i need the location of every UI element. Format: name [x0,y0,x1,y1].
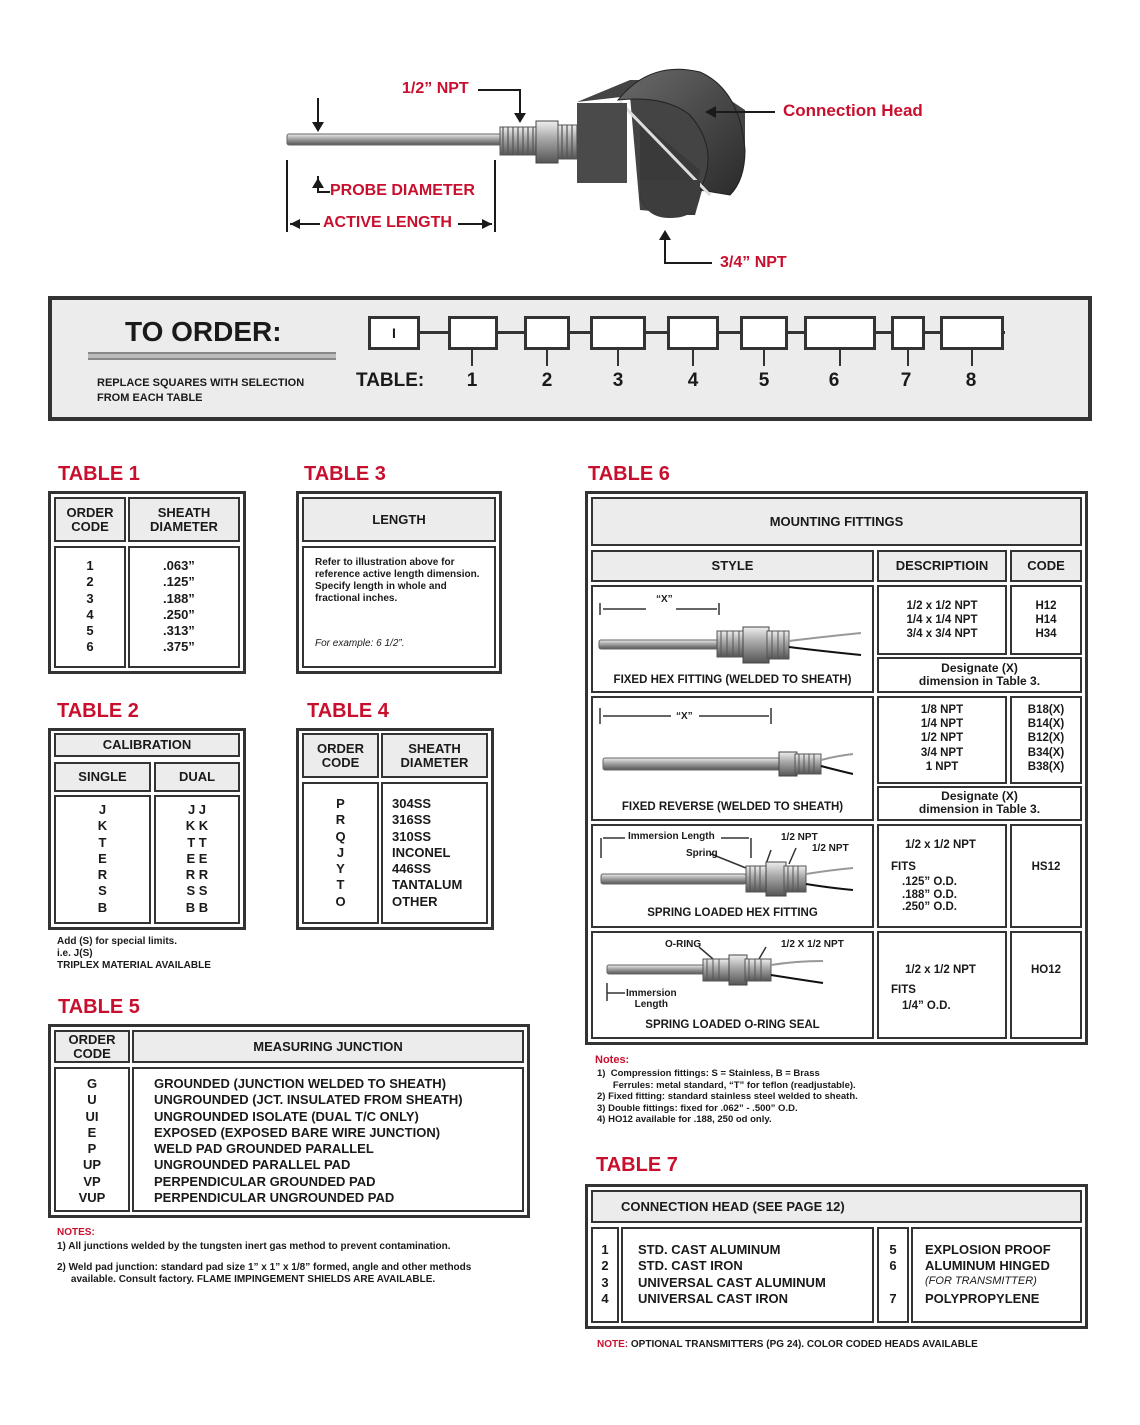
order-box-1[interactable] [448,316,498,350]
table5-note2: 2) Weld pad junction: standard pad size 1” x 1” x 1/8” formed, angle and other methods available. Consult factory. FLAME IMPINGEMENT SHIELDS ARE AVAILABLE. [57,1262,472,1285]
table7-header: CONNECTION HEAD (SEE PAGE 12) [591,1190,1082,1223]
table-num-5: 5 [758,370,770,391]
connection-head-label: Connection Head [783,101,923,120]
probe-diameter-label: PROBE DIAMETER [330,182,475,199]
table7-title: TABLE 7 [596,1154,678,1176]
npt-three-quarter-label: 3/4” NPT [720,254,787,271]
table1-header-diameter: SHEATH DIAMETER [128,497,240,542]
order-box-6[interactable] [804,316,876,350]
table-num-7: 7 [900,370,912,391]
fixed-reverse-label: FIXED REVERSE (WELDED TO SHEATH) [621,801,844,813]
order-box-fixed: I [368,316,420,350]
table3-text: Refer to illustration above for reference active length dimension. Specify length in whole and fractional inches. [315,557,480,604]
spring-oring-desc: 1/2 x 1/2 NPT [905,964,976,976]
fixed-hex-fitting-image [591,585,874,675]
table2-header: CALIBRATION [54,733,240,757]
table-num-2: 2 [541,370,553,391]
spring-oring-immersion: Immersion Length [626,988,677,1010]
table-num-3: 3 [612,370,624,391]
probe-sheath [287,134,502,145]
order-box-5[interactable] [740,316,788,350]
table1-header-code: ORDER CODE [54,497,126,542]
fixed-hex-desc: 1/2 x 1/2 NPT 1/4 x 1/4 NPT 3/4 x 3/4 NPT [906,600,978,640]
table3-header: LENGTH [302,497,496,542]
spring-oring-npt: 1/2 X 1/2 NPT [781,939,844,950]
table6-code-header: CODE [1010,550,1082,582]
order-instructions: REPLACE SQUARES WITH SELECTION FROM EACH TABLE [97,377,305,404]
fixed-hex-designate: Designate (X) dimension in Table 3. [918,661,1041,688]
fixed-reverse-designate: Designate (X) dimension in Table 3. [918,789,1041,816]
table4-title: TABLE 4 [307,700,389,722]
spring-hex-npt-b: 1/2 NPT [812,843,849,854]
fixed-reverse-image [591,696,874,796]
table6-title: TABLE 6 [588,463,670,485]
table2-single: J K T E R S B [97,802,108,915]
table2-title: TABLE 2 [57,700,139,722]
active-length-label: ACTIVE LENGTH [323,214,452,231]
table5-values: GROUNDED (JUNCTION WELDED TO SHEATH) UNGROUNDED (JCT. INSULATED FROM SHEATH) UNGROUNDED ISOLATE (DUAL T/C ONLY) EXPOSED (EXPOSED BARE WIRE JUNCTION) WELD PAD GROUNDED PARALLEL UNGROUNDED PARALLEL PAD PERPENDICULAR GROUNDED PAD PERPENDICULAR UNGROUNDED PAD [154,1076,463,1206]
spring-oring-fits-value: 1/4” O.D. [902,1000,951,1012]
spring-hex-code: HS12 [1031,861,1061,873]
table5-notes-title: NOTES: [57,1227,95,1238]
table5-header-code: ORDER CODE [54,1030,130,1063]
table4-header-code: ORDER CODE [302,733,379,778]
table7-note: NOTE: OPTIONAL TRANSMITTERS (PG 24). COLOR CODED HEADS AVAILABLE [597,1339,978,1350]
connection-head [577,69,745,218]
thread-fitting [500,121,580,163]
table7-codes-left: 1 2 3 4 [601,1242,609,1306]
table2-single-header: SINGLE [54,762,151,792]
spring-hex-fits: FITS [891,861,916,873]
fixed-hex-x-label: “X” [656,594,673,605]
spring-hex-immersion: Immersion Length [628,831,715,842]
npt-half-label: 1/2” NPT [402,80,469,97]
probe-diagram [0,0,1140,290]
spring-hex-label: SPRING LOADED HEX FITTING [647,907,818,919]
table5-title: TABLE 5 [58,996,140,1018]
table5-header-junction: MEASURING JUNCTION [132,1030,524,1063]
table6-desc-header: DESCRIPTIOIN [877,550,1007,582]
table-num-8: 8 [965,370,977,391]
table5-note1: 1) All junctions welded by the tungsten inert gas method to prevent contamination. [57,1241,451,1252]
fixed-reverse-x-label: “X” [676,711,693,722]
table4-codes: P R Q J Y T O [335,796,346,909]
table4-header-diameter: SHEATH DIAMETER [381,733,488,778]
table2-dual-header: DUAL [154,762,240,792]
order-box-3[interactable] [590,316,646,350]
table6-style-header: STYLE [591,550,874,582]
table-num-4: 4 [687,370,699,391]
table7-value-7: POLYPROPYLENE [925,1291,1040,1306]
table6-notes-title: Notes: [595,1054,630,1066]
order-box-8[interactable] [940,316,1004,350]
fixed-reverse-desc: 1/8 NPT 1/4 NPT 1/2 NPT 3/4 NPT 1 NPT [920,704,964,773]
table7-transmitter-note: (FOR TRANSMITTER) [925,1275,1037,1287]
order-box-2[interactable] [524,316,570,350]
table-num-1: 1 [466,370,478,391]
table1-codes: 1 2 3 4 5 6 [86,558,94,655]
table6-notes: 1) Compression fittings: S = Stainless, B = Brass Ferrules: metal standard, “T” for teflon (readjustable). 2) Fixed fitting: standard stainless steel welded to sheath. 3) Double fittings: fixed for .062” - .500” O.D. 4) HO12 available for .188, 250 od only. [597,1068,858,1125]
order-title: TO ORDER: [125,316,282,347]
table1-values: .063” .125” .188” .250” .313” .375” [163,558,195,655]
table-label: TABLE: [356,370,425,391]
order-box-7[interactable] [891,316,925,350]
spring-hex-fits-values: .125” O.D. .188” O.D. .250” O.D. [902,876,957,913]
spring-hex-spring: Spring [686,848,718,859]
spring-hex-desc: 1/2 x 1/2 NPT [905,839,976,851]
spring-oring-code: HO12 [1030,964,1062,976]
fixed-hex-codes: H12 H14 H34 [1035,600,1057,640]
table7-values-right: EXPLOSION PROOF ALUMINUM HINGED [925,1242,1051,1274]
table1-title: TABLE 1 [58,463,140,485]
table6-header: MOUNTING FITTINGS [591,497,1082,546]
table3-example: For example: 6 1/2”. [315,638,405,649]
spring-oring-oring: O-RING [665,939,702,950]
fixed-reverse-codes: B18(X) B14(X) B12(X) B34(X) B38(X) [1027,704,1065,773]
table7-values-left: STD. CAST ALUMINUM STD. CAST IRON UNIVERSAL CAST ALUMINUM UNIVERSAL CAST IRON [638,1242,826,1306]
fixed-hex-label: FIXED HEX FITTING (WELDED TO SHEATH) [613,674,852,686]
table4-values: 304SS 316SS 310SS INCONEL 446SS TANTALUM OTHER [392,796,463,909]
spring-oring-fits: FITS [891,984,916,996]
title-rule [88,352,336,360]
spring-oring-label: SPRING LOADED O-RING SEAL [645,1019,820,1031]
table2-note: Add (S) for special limits. i.e. J(S) TRIPLEX MATERIAL AVAILABLE [57,936,211,971]
table2-dual: J J K K T T E E R R S S B B [185,802,209,915]
table3-title: TABLE 3 [304,463,386,485]
table5-codes: G U UI E P UP VP VUP [78,1076,106,1206]
spring-hex-npt-a: 1/2 NPT [781,832,818,843]
order-box-4[interactable] [667,316,719,350]
table7-codes-right: 5 6 7 [889,1242,897,1306]
table-num-6: 6 [828,370,840,391]
